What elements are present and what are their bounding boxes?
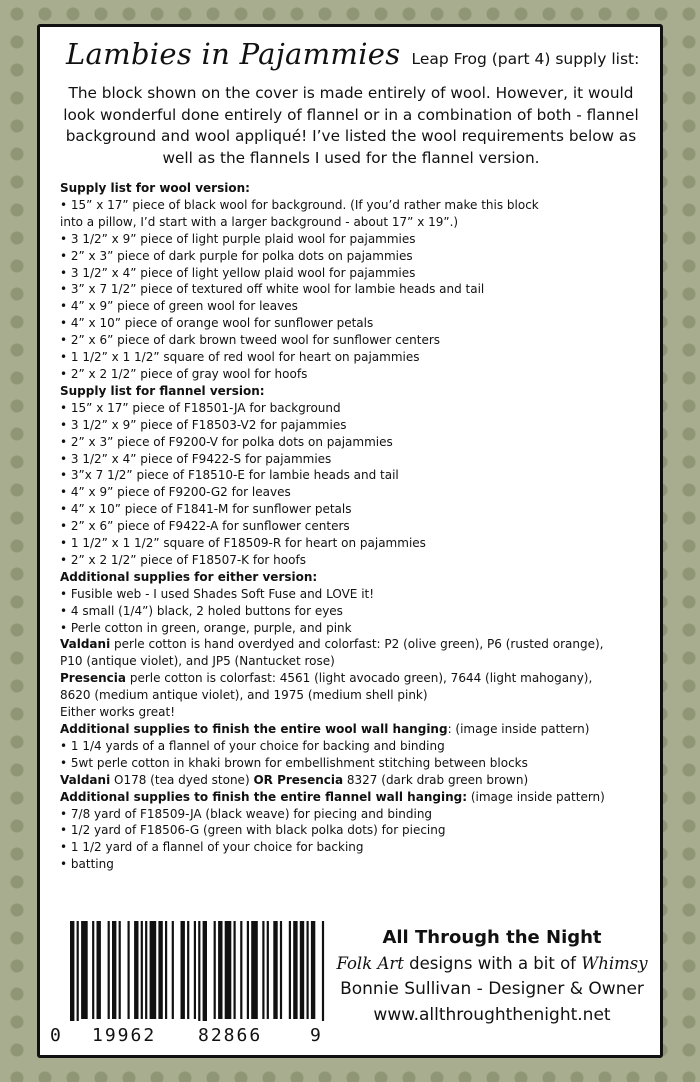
- supply-line-text: • 3” x 7 1/2” piece of textured off white wool for lambie heads and tail: [60, 282, 485, 297]
- supply-line-text: O178 (tea dyed stone): [114, 772, 250, 787]
- supply-line: [60, 721, 650, 738]
- barcode-bar: [134, 921, 138, 1019]
- barcode-bar: [267, 921, 269, 1019]
- company-name: All Through the Night: [382, 927, 602, 948]
- supply-line-text: • 4” x 10” piece of F1841-M for sunflower petals: [60, 502, 352, 517]
- supply-line-text: • 1 1/2” x 1 1/2” square of red wool for heart on pajammies: [60, 350, 420, 365]
- supply-line: [60, 434, 650, 451]
- supply-line: [60, 298, 650, 315]
- supply-line-text: • 3 1/2” x 4” piece of F9422-S for pajammies: [60, 451, 332, 466]
- supply-line-lead: Presencia: [60, 671, 126, 686]
- supply-line: [60, 772, 650, 789]
- supply-list: [60, 180, 650, 873]
- barcode-digit-first: 0: [50, 1025, 61, 1046]
- company-block: [322, 925, 662, 1028]
- supply-line-text: perle cotton is colorfast: 4561 (light avocado green), 7644 (light mahogany),: [129, 671, 593, 686]
- barcode-bar: [92, 921, 94, 1019]
- supply-line: [60, 670, 650, 687]
- supply-line: [60, 315, 650, 332]
- title-line: [66, 37, 656, 71]
- tagline-whimsy: Whimsy: [581, 954, 648, 973]
- supply-line: [60, 789, 650, 806]
- supply-line-text: • 2” x 6” piece of F9422-A for sunflower centers: [60, 519, 350, 534]
- supply-line-text: Either works great!: [60, 705, 176, 720]
- pattern-subtitle: Leap Frog (part 4) supply list:: [411, 50, 640, 68]
- barcode: [48, 911, 328, 1046]
- barcode-bar: [70, 921, 74, 1021]
- supply-line-tail: 8327 (dark drab green brown): [346, 772, 529, 787]
- supply-line-lead: Additional supplies to finish the entire wool wall hanging: [60, 722, 448, 736]
- barcode-bar: [273, 921, 277, 1019]
- supply-line: [60, 704, 650, 721]
- supply-heading: Additional supplies for either version:: [60, 569, 318, 584]
- supply-line-text: • 1 1/2 yard of a flannel of your choice for backing: [60, 840, 364, 855]
- intro-paragraph: The block shown on the cover is made entirely of wool. However, it would look wonderful done entirely of flannel or in a combination of both - flannel background and wool appliqué! I’ve listed the wool requirements below as well as the flannels I used for the flannel version.: [63, 84, 639, 167]
- barcode-bar: [108, 921, 110, 1019]
- supply-line-text: • 15” x 17” piece of black wool for background. (If you’d rather make this block: [60, 197, 539, 212]
- barcode-bar: [181, 921, 185, 1019]
- supply-line: [60, 552, 650, 569]
- supply-line-text: • batting: [60, 857, 114, 872]
- supply-line-text: • 2” x 3” piece of F9200-V for polka dots on pajammies: [60, 434, 393, 449]
- barcode-bar: [251, 921, 258, 1019]
- barcode-bar: [198, 921, 200, 1021]
- supply-line-text: 8620 (medium antique violet), and 1975 (medium shell pink): [60, 688, 428, 703]
- supply-line: [60, 620, 650, 637]
- supply-line: [60, 467, 650, 484]
- supply-line: [60, 265, 650, 282]
- supply-line-text: • 3 1/2” x 4” piece of light yellow plaid wool for pajammies: [60, 265, 416, 280]
- supply-line-text: • 15” x 17” piece of F18501-JA for background: [60, 400, 341, 415]
- barcode-digits-left: 19962: [92, 1025, 157, 1046]
- pattern-title: Lambies in Pajammies: [66, 37, 401, 71]
- supply-line-text: perle cotton is hand overdyed and colorfast: P2 (olive green), P6 (rusted orange),: [114, 637, 604, 652]
- barcode-digit-last: 9: [310, 1025, 321, 1046]
- barcode-bar: [225, 921, 232, 1019]
- supply-line-text: • 3 1/2” x 9” piece of F18503-V2 for pajammies: [60, 417, 347, 432]
- supply-line-text: • 1 1/2” x 1 1/2” square of F18509-R for heart on pajammies: [60, 536, 426, 551]
- barcode-bar: [218, 921, 222, 1019]
- barcode-bar: [203, 921, 207, 1021]
- supply-heading: Supply list for flannel version:: [60, 383, 265, 398]
- barcode-bar: [150, 921, 157, 1019]
- supply-line-text: • 4” x 9” piece of F9200-G2 for leaves: [60, 485, 291, 500]
- supply-line-text: • 1 1/4 yards of a flannel of your choice for backing and binding: [60, 738, 445, 753]
- barcode-bar: [280, 921, 282, 1019]
- supply-line: [60, 366, 650, 383]
- supply-line: [60, 248, 650, 265]
- supply-line: [60, 501, 650, 518]
- supply-line-text: • 2” x 3” piece of dark purple for polka dots on pajammies: [60, 248, 413, 263]
- supply-line: [60, 332, 650, 349]
- barcode-bar: [262, 921, 264, 1019]
- tagline-folk-art: Folk Art: [336, 954, 404, 973]
- supply-line: [60, 281, 650, 298]
- supply-line-lead: Valdani: [60, 637, 111, 652]
- tagline-middle: designs with a bit of: [403, 954, 582, 973]
- barcode-bar: [214, 921, 216, 1019]
- supply-line-text: • 3 1/2” x 9” piece of light purple plaid wool for pajammies: [60, 231, 416, 246]
- supply-line-text: • 4” x 10” piece of orange wool for sunflower petals: [60, 316, 374, 331]
- supply-line-text: • 2” x 2 1/2” piece of F18507-K for hoofs: [60, 552, 306, 567]
- barcode-bar: [141, 921, 143, 1019]
- supply-line-lead: Valdani: [60, 772, 111, 787]
- supply-line-text: • 3”x 7 1/2” piece of F18510-E for lambie heads and tail: [60, 468, 399, 483]
- barcode-bar: [194, 921, 196, 1019]
- supply-line: [60, 586, 650, 603]
- supply-line: [60, 687, 650, 704]
- supply-line: [60, 806, 650, 823]
- supply-line-text: P10 (antique violet), and JP5 (Nantucket rose): [60, 654, 335, 669]
- supply-line: [60, 636, 650, 653]
- supply-line: [60, 738, 650, 755]
- supply-line-text: • 5wt perle cotton in khaki brown for embellishment stitching between blocks: [60, 755, 528, 770]
- supply-line: [60, 603, 650, 620]
- barcode-bar: [300, 921, 304, 1019]
- barcode-bar: [119, 921, 121, 1019]
- supply-line: [60, 653, 650, 670]
- supply-line-text: • Perle cotton in green, orange, purple, and pink: [60, 620, 352, 635]
- barcode-bar: [145, 921, 147, 1019]
- barcode-bar: [81, 921, 88, 1019]
- supply-line: [60, 755, 650, 772]
- supply-line: [60, 856, 650, 873]
- supply-line-text: • 2” x 6” piece of dark brown tweed wool for sunflower centers: [60, 333, 441, 348]
- supply-line: [60, 535, 650, 552]
- barcode-bar: [311, 921, 315, 1019]
- supply-line: [60, 451, 650, 468]
- barcode-bar: [247, 921, 249, 1019]
- barcode-bar: [293, 921, 297, 1019]
- supply-line-text: : (image inside pattern): [447, 722, 590, 736]
- barcode-bar: [97, 921, 101, 1019]
- company-url: www.allthroughthenight.net: [373, 1005, 611, 1025]
- supply-line-text: • Fusible web - I used Shades Soft Fuse and LOVE it!: [60, 586, 375, 601]
- supply-line-text: (image inside pattern): [470, 789, 605, 804]
- barcode-bar: [172, 921, 174, 1019]
- barcode-bar: [112, 921, 116, 1019]
- barcode-digits-right: 82866: [198, 1025, 263, 1046]
- supply-line: [60, 231, 650, 248]
- barcode-bar: [307, 921, 309, 1019]
- barcode-bar: [77, 921, 79, 1021]
- supply-line: [60, 214, 650, 231]
- supply-line-text: • 1/2 yard of F18506-G (green with black polka dots) for piecing: [60, 823, 446, 838]
- barcode-bar: [165, 921, 167, 1019]
- supply-line-text: • 7/8 yard of F18509-JA (black weave) for piecing and binding: [60, 806, 433, 821]
- barcode-bar: [289, 921, 291, 1019]
- supply-line: [60, 349, 650, 366]
- barcode-bar: [158, 921, 162, 1019]
- barcode-bar: [234, 921, 236, 1019]
- supply-line-text: • 2” x 2 1/2” piece of gray wool for hoofs: [60, 366, 308, 381]
- supply-line: [60, 839, 650, 856]
- supply-line: [60, 197, 650, 214]
- barcode-bar: [187, 921, 189, 1019]
- company-tagline: [322, 951, 662, 976]
- designer-credit: Bonnie Sullivan - Designer & Owner: [340, 979, 644, 999]
- supply-line: [60, 822, 650, 839]
- supply-line-text: • 4 small (1/4”) black, 2 holed buttons for eyes: [60, 603, 343, 618]
- barcode-bar: [128, 921, 130, 1019]
- supply-line: [60, 484, 650, 501]
- pattern-card: [37, 24, 663, 1058]
- supply-line: [60, 400, 650, 417]
- supply-line-text: into a pillow, I’d start with a larger background - about 17” x 19”.): [60, 214, 459, 229]
- barcode-bar: [240, 921, 242, 1019]
- supply-heading: Supply list for wool version:: [60, 181, 250, 195]
- supply-line-mid: OR Presencia: [253, 772, 344, 787]
- supply-line-lead: Additional supplies to finish the entire flannel wall hanging:: [60, 789, 468, 804]
- supply-line-text: • 4” x 9” piece of green wool for leaves: [60, 299, 298, 314]
- supply-line: [60, 518, 650, 535]
- supply-line: [60, 417, 650, 434]
- barcode-bars: [48, 911, 328, 1021]
